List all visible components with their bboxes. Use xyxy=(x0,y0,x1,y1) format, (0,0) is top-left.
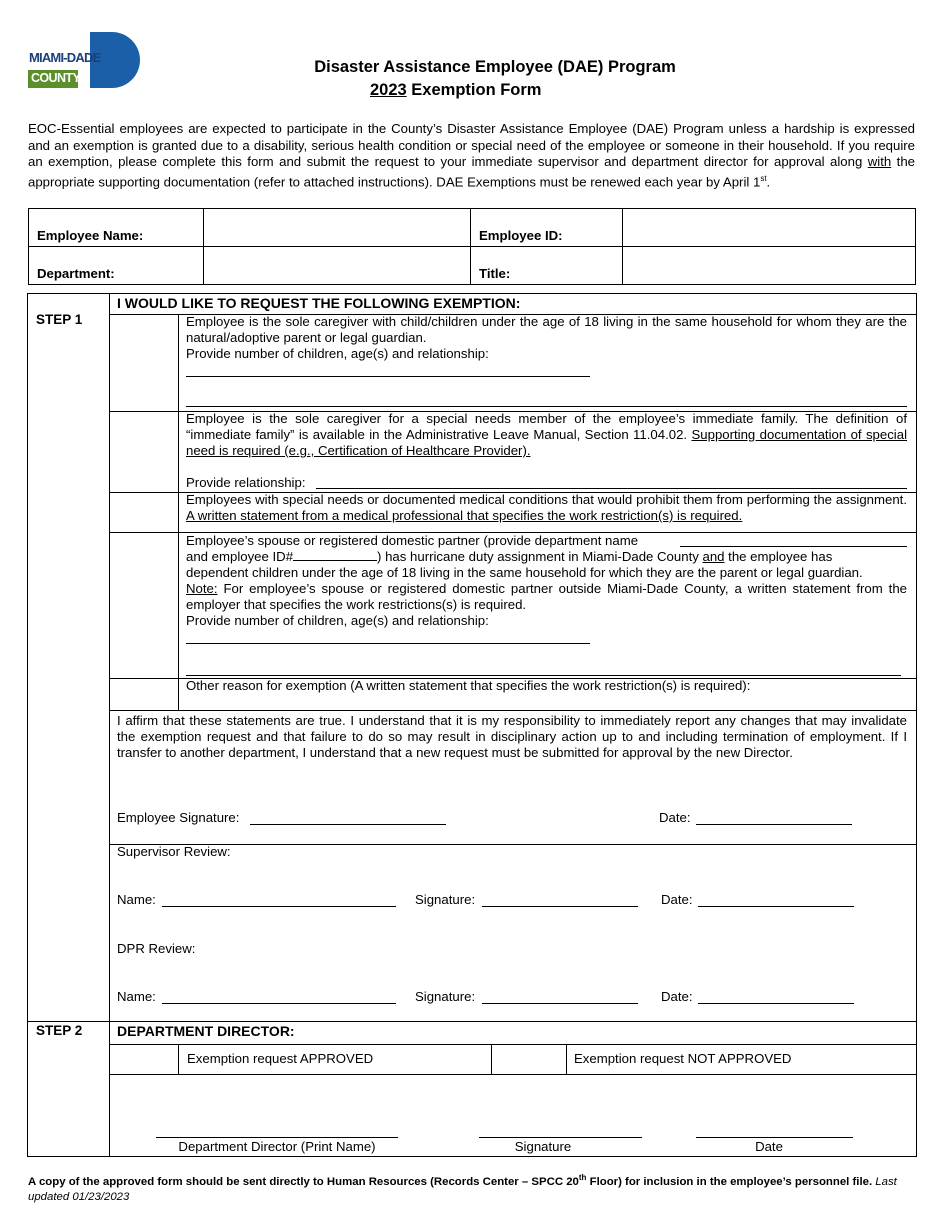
dpr-date-line[interactable] xyxy=(698,1003,854,1004)
option1-prompt: Provide number of children, age(s) and relationship: xyxy=(186,346,489,361)
supervisor-name-line[interactable] xyxy=(162,906,396,907)
option5-text: Other reason for exemption (A written statement that specifies the work restriction(s) is required): xyxy=(186,678,751,693)
step1-label: STEP 1 xyxy=(36,312,83,327)
option3-text: Employees with special needs or documented medical conditions that would prohibit them from performing the assignment. A written statement from a medical professional that specifies the work restriction(s) is required. xyxy=(186,492,907,523)
dpr-name-label: Name: xyxy=(117,989,156,1004)
option2-prompt: Provide relationship: xyxy=(186,475,306,490)
form-year: 2023 xyxy=(370,81,407,99)
spouse-id-line[interactable] xyxy=(293,549,377,561)
option1-text: Employee is the sole caregiver with child/children under the age of 18 living in the same household for whom they are the natural/adoptive parent or legal guardian. xyxy=(186,314,907,345)
dpr-date-label: Date: xyxy=(661,989,693,1004)
checkbox-sole-caregiver-children[interactable] xyxy=(110,315,178,411)
department-field[interactable] xyxy=(204,247,471,285)
checkbox-other-reason[interactable] xyxy=(110,679,178,710)
dpr-review-label: DPR Review: xyxy=(117,941,196,956)
employee-date-label: Date: xyxy=(659,810,691,825)
footer-note: A copy of the approved form should be sent directly to Human Resources (Records Center – SPCC 20th Floor) for inclusion in the employee’s personnel file. Last updated 01/23/2023 xyxy=(28,1173,897,1203)
employee-signature-line[interactable] xyxy=(250,824,446,825)
option4-line-b: and employee ID# ) has hurricane duty assignment in Miami-Dade County and the employee has xyxy=(186,549,833,564)
director-date-caption: Date xyxy=(755,1139,783,1154)
option4-line2[interactable] xyxy=(186,675,901,676)
option1-line2[interactable] xyxy=(186,406,907,407)
option2-text: Employee is the sole caregiver for a special needs member of the employee’s immediate family. The definition of “immediate family” is available in the Administrative Leave Manual, Section 11.04.02. Supporting documentation of special need is required (e.g., Certification of Healthcare Provider). xyxy=(186,411,908,458)
director-date-line[interactable] xyxy=(696,1137,853,1138)
not-approved-label: Exemption request NOT APPROVED xyxy=(574,1051,792,1066)
option4-line1[interactable] xyxy=(186,643,590,644)
supervisor-date-line[interactable] xyxy=(698,906,854,907)
option4-line-c: dependent children under the age of 18 living in the same household for which they are the parent or legal guardian. xyxy=(186,565,863,580)
option4-prompt: Provide number of children, age(s) and relationship: xyxy=(186,613,489,628)
supervisor-signature-line[interactable] xyxy=(482,906,638,907)
department-name-line[interactable] xyxy=(680,546,907,547)
checkbox-spouse-duty[interactable] xyxy=(110,533,178,678)
checkbox-employee-medical[interactable] xyxy=(110,493,178,532)
employee-signature-label: Employee Signature: xyxy=(117,810,240,825)
affirmation-text: I affirm that these statements are true. I understand that it is my responsibility to immediately report any changes that may invalidate the exemption request and that failure to do so may result in disciplinary action up to and including termination of employment. If I transfer to another department, I understand that a new request must be submitted for approval by the new Director. xyxy=(117,713,907,760)
director-signature-caption: Signature xyxy=(514,1139,572,1154)
step1-heading: I WOULD LIKE TO REQUEST THE FOLLOWING EXEMPTION: xyxy=(117,295,521,311)
relationship-line[interactable] xyxy=(316,488,907,489)
checkbox-approved[interactable] xyxy=(110,1045,178,1074)
employee-id-label: Employee ID: xyxy=(471,209,623,247)
department-label: Department: xyxy=(29,247,204,285)
employee-name-label: Employee Name: xyxy=(29,209,204,247)
supervisor-date-label: Date: xyxy=(661,892,693,907)
checkbox-not-approved[interactable] xyxy=(492,1045,566,1074)
director-name-caption: Department Director (Print Name) xyxy=(178,1139,376,1154)
option4-note: Note: For employee’s spouse or registered domestic partner outside Miami-Dade County, a written statement from the employer that specifies the work restrictions(s) is required. xyxy=(186,581,907,612)
intro-paragraph: EOC-Essential employees are expected to participate in the County’s Disaster Assistance Employee (DAE) Program unless a hardship is expressed and an exemption is granted due to a disability, serious health condition or special need of the employee or someone in their household. If you require an exemption, please complete this form and submit the request to your immediate supervisor and department director for approval along with the appropriate supporting documentation (refer to attached instructions). DAE Exemptions must be renewed each year by April 1st. xyxy=(28,121,915,190)
checkbox-special-needs-family[interactable] xyxy=(110,412,178,492)
dpr-name-line[interactable] xyxy=(162,1003,396,1004)
supervisor-review-label: Supervisor Review: xyxy=(117,844,231,859)
title-label: Title: xyxy=(471,247,623,285)
step2-label: STEP 2 xyxy=(36,1023,83,1038)
option1-line1[interactable] xyxy=(186,376,590,377)
logo-text-top: MIAMI-DADE xyxy=(29,50,101,65)
director-signature-line[interactable] xyxy=(479,1137,642,1138)
employee-info-table xyxy=(28,208,916,285)
logo-text-bottom: COUNTY xyxy=(31,71,81,85)
form-title: Disaster Assistance Employee (DAE) Program xyxy=(314,58,676,76)
option4-line-a: Employee’s spouse or registered domestic partner (provide department name xyxy=(186,533,639,548)
supervisor-signature-label: Signature: xyxy=(415,892,476,907)
last-updated: Last updated 01/23/2023 xyxy=(28,1175,897,1203)
approved-label: Exemption request APPROVED xyxy=(187,1051,374,1066)
title-field[interactable] xyxy=(623,247,916,285)
supervisor-name-label: Name: xyxy=(117,892,156,907)
employee-name-field[interactable] xyxy=(204,209,471,247)
dpr-signature-line[interactable] xyxy=(482,1003,638,1004)
step2-heading: DEPARTMENT DIRECTOR: xyxy=(117,1023,295,1039)
employee-date-line[interactable] xyxy=(696,824,852,825)
form-subtitle: 2023 Exemption Form xyxy=(370,81,542,99)
director-name-line[interactable] xyxy=(156,1137,398,1138)
dpr-signature-label: Signature: xyxy=(415,989,476,1004)
employee-id-field[interactable] xyxy=(623,209,916,247)
